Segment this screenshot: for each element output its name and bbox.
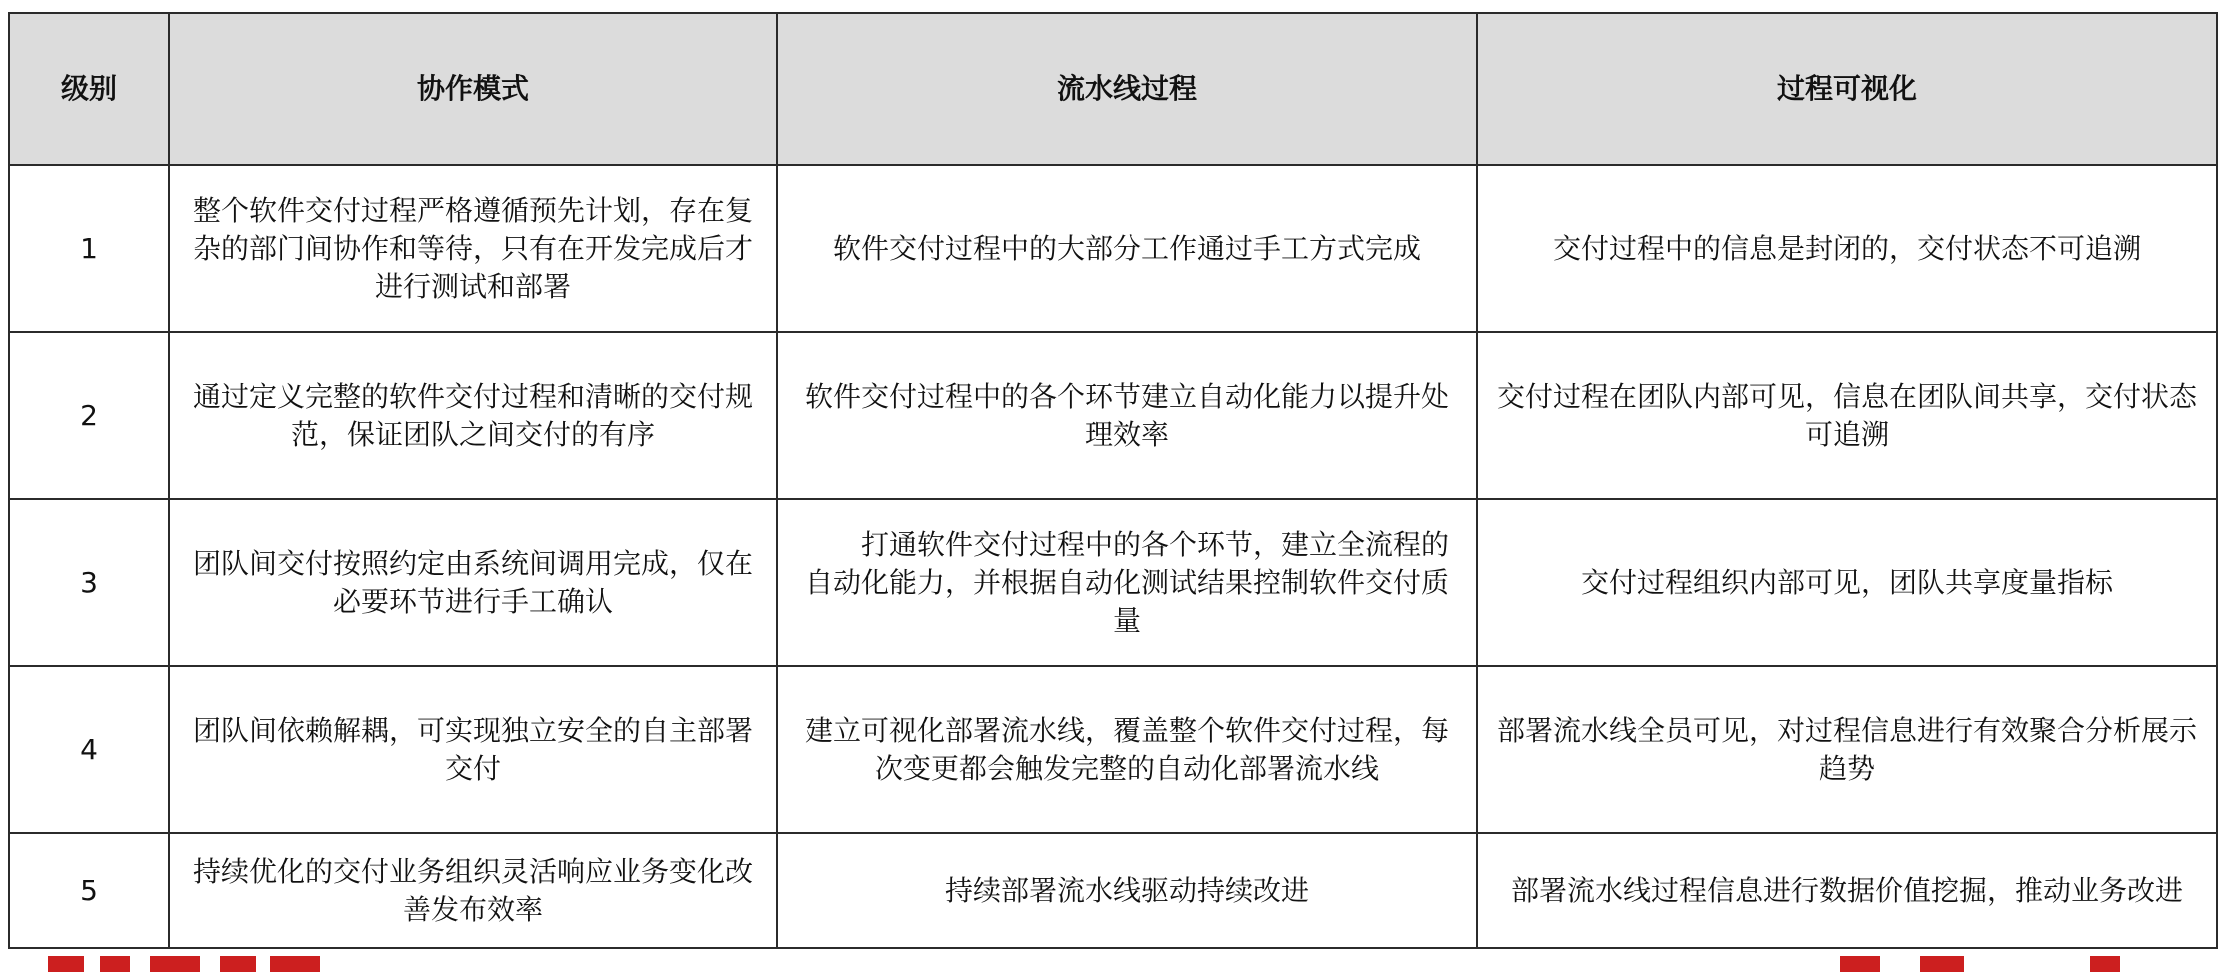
cell-level: 4 <box>9 666 169 833</box>
table-row <box>9 165 2217 332</box>
cell-collaboration: 团队间依赖解耦，可实现独立安全的自主部署交付 <box>169 666 777 833</box>
watermark-fragment <box>2090 956 2120 972</box>
cell-pipeline: 软件交付过程中的大部分工作通过手工方式完成 <box>777 165 1477 332</box>
watermark-fragment <box>1840 956 1880 972</box>
watermark-fragment <box>100 956 130 972</box>
cell-visualization: 交付过程组织内部可见，团队共享度量指标 <box>1477 499 2217 666</box>
header-process-visualization: 过程可视化 <box>1477 13 2217 165</box>
watermark-strip <box>0 956 2220 972</box>
header-level: 级别 <box>9 13 169 165</box>
cell-level: 2 <box>9 332 169 499</box>
table-row <box>9 499 2217 666</box>
table-row <box>9 833 2217 948</box>
cell-visualization: 部署流水线过程信息进行数据价值挖掘，推动业务改进 <box>1477 833 2217 948</box>
table-row <box>9 666 2217 833</box>
cell-level: 5 <box>9 833 169 948</box>
watermark-fragment <box>150 956 200 972</box>
cell-pipeline: 软件交付过程中的各个环节建立自动化能力以提升处理效率 <box>777 332 1477 499</box>
table-row <box>9 332 2217 499</box>
cell-visualization: 交付过程在团队内部可见，信息在团队间共享，交付状态可追溯 <box>1477 332 2217 499</box>
cell-collaboration: 持续优化的交付业务组织灵活响应业务变化改善发布效率 <box>169 833 777 948</box>
watermark-fragment <box>48 956 84 972</box>
cell-collaboration: 整个软件交付过程严格遵循预先计划，存在复杂的部门间协作和等待，只有在开发完成后才进行测试和部署 <box>169 165 777 332</box>
maturity-table <box>8 12 2218 949</box>
watermark-fragment <box>1920 956 1964 972</box>
watermark-fragment <box>270 956 320 972</box>
cell-pipeline: 持续部署流水线驱动持续改进 <box>777 833 1477 948</box>
header-collaboration-mode: 协作模式 <box>169 13 777 165</box>
cell-pipeline: 建立可视化部署流水线，覆盖整个软件交付过程，每次变更都会触发完整的自动化部署流水线 <box>777 666 1477 833</box>
cell-level: 1 <box>9 165 169 332</box>
watermark-fragment <box>220 956 256 972</box>
cell-pipeline: 打通软件交付过程中的各个环节，建立全流程的自动化能力，并根据自动化测试结果控制软件交付质量 <box>777 499 1477 666</box>
cell-level: 3 <box>9 499 169 666</box>
cell-collaboration: 通过定义完整的软件交付过程和清晰的交付规范，保证团队之间交付的有序 <box>169 332 777 499</box>
header-pipeline-process: 流水线过程 <box>777 13 1477 165</box>
cell-collaboration: 团队间交付按照约定由系统间调用完成，仅在必要环节进行手工确认 <box>169 499 777 666</box>
cell-visualization: 交付过程中的信息是封闭的，交付状态不可追溯 <box>1477 165 2217 332</box>
cell-visualization: 部署流水线全员可见，对过程信息进行有效聚合分析展示趋势 <box>1477 666 2217 833</box>
table-header-row <box>9 13 2217 165</box>
